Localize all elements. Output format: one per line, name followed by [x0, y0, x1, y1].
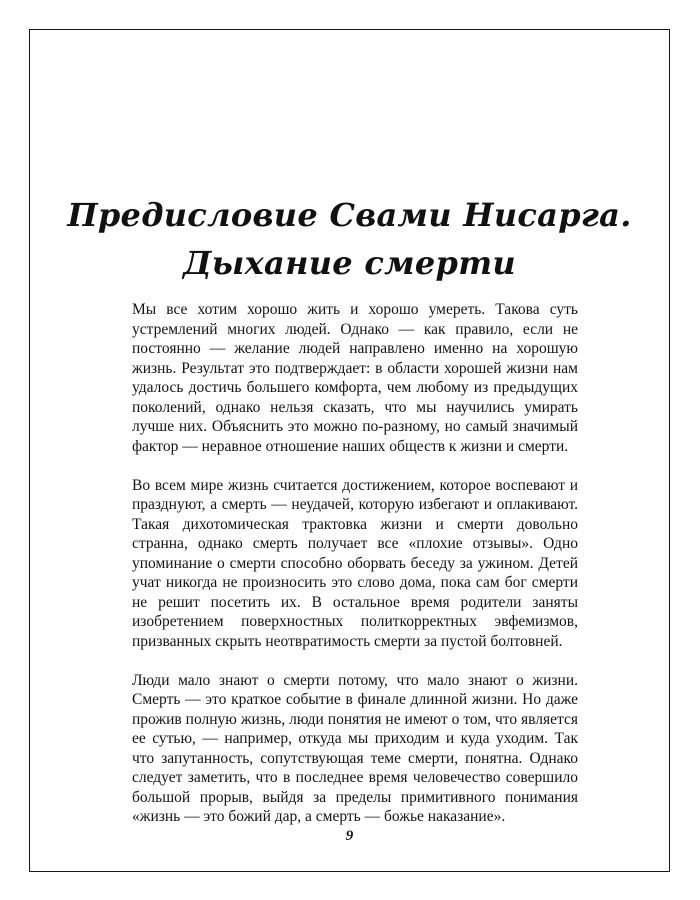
chapter-title [30, 191, 669, 287]
paragraph-3: Люди мало знают о смерти потому, что мало знают о жизни. Смерть — это краткое событие в финале длинной жизни. Но даже прожив полную жизнь, люди понятия не имеют о том, что является ее сутью, — например, откуда мы приходим и куда уходим. Так что запутанность, сопутствующая теме смерти, понятна. Однако следует заметить, что в последнее время человечество совершило большой прорыв, выйдя за пределы примитивного понимания «жизнь — это божий дар, а смерть — божье наказание». [132, 671, 578, 825]
chapter-title-line-2: Дыхание смерти [183, 244, 516, 283]
paragraph-1: Мы все хотим хорошо жить и хорошо умереть. Такова суть устремлений многих людей. Однако — как правило, если не постоянно — желание людей направлено именно на хорошую жизнь. Результат это подтверждает: в области хорошей жизни нам удалось достичь большего комфорта, чем любому из предыдущих поколений, однако нельзя сказать, что мы научились умирать лучше них. Объяснить это можно по-разному, но самый значимый фактор — неравное отношение наших обществ к жизни и смерти. [132, 301, 578, 455]
body-text [132, 300, 578, 846]
page-number: 9 [345, 828, 354, 844]
page-frame [29, 29, 670, 872]
paragraph-2: Во всем мире жизнь считается достижением, которое воспевают и празднуют, а смерть — неудачей, которую избегают и оплакивают. Такая дихотомическая трактовка жизни и смерти довольно странна, однако смерть получает все «плохие отзывы». Одно упоминание о смерти способно оборвать беседу за ужином. Детей учат никогда не произносить это слово дома, пока сам бог смерти не решит посетить их. В остальное время родители заняты изобретением поверхностных политкорректных эвфемизмов, призванных скрыть неотвратимость смерти за пустой болтовней. [132, 476, 578, 650]
chapter-title-line-1: Предисловие Свами Нисарга. [67, 196, 632, 235]
